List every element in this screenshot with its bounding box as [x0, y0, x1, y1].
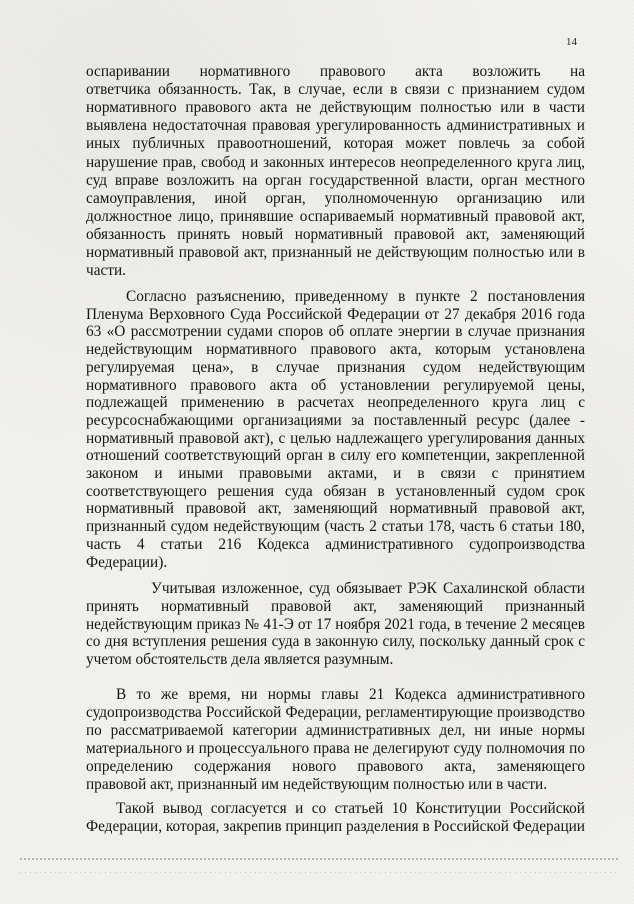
text-line: материального и процессуального права не делегируют суду полномочия по — [86, 740, 585, 757]
text-line: Федерации). — [86, 553, 168, 571]
text-line: учетом обстоятельств дела является разумным. — [86, 651, 394, 669]
text-line: нормативный правовой акт, признанный не действующим полностью или в — [86, 244, 585, 261]
text-line: часть 4 статьи 216 Кодекса административного судопроизводства — [86, 535, 585, 553]
text-line: регулируемая цена», в случае признания судом недействующим — [86, 358, 585, 376]
text-line: выявлена недостаточная правовая урегулированность административных и — [86, 117, 585, 135]
text-line: нормативный правовой акт, заменяющий нормативный правовой акт, — [86, 500, 585, 518]
text-line: нормативного правового акта не действующим полностью или в части — [86, 99, 585, 117]
page-number: 14 — [566, 36, 577, 48]
text-line: Учитывая изложенное, суд обязывает РЭК Сахалинской области — [151, 580, 585, 597]
text-line: оспаривании нормативного правового акта возложить на — [86, 63, 585, 80]
text-line: нормативного правового акта об установлении регулируемой цены, — [86, 376, 585, 394]
text-line: недействующим нормативного правового акта, которым установлена — [86, 341, 585, 359]
text-line: суд вправе возложить на орган государственной власти, орган местного — [86, 171, 585, 189]
text-line: по рассматриваемой категории административных дел, ни иные нормы — [86, 722, 585, 739]
text-line: соответствующего решения суда обязан в установленный судом срок — [86, 482, 585, 500]
text-line: судопроизводства Российской Федерации, регламентирующие производство — [86, 704, 585, 721]
text-line: Такой вывод согласуется и со статьей 10 Конституции Российской — [116, 800, 585, 817]
text-line: В то же время, ни нормы главы 21 Кодекса административного — [116, 686, 585, 703]
text-line: Федерации, которая, закрепив принцип разделения в Российской Федерации — [86, 818, 585, 835]
text-line: нарушение прав, свобод и законных интересов неопределенного круга лиц, — [86, 153, 585, 171]
text-line: самоуправления, иной орган, уполномоченную организацию или — [86, 189, 585, 207]
text-line: определению содержания нового правового акта, заменяющего — [86, 758, 585, 775]
text-line: обязанность принять новый нормативный правовой акт, заменяющий — [86, 225, 585, 243]
scan-edge-rule-secondary — [20, 872, 620, 873]
text-line: недействующим приказ № 41-Э от 17 ноября 2021 года, в течение 2 месяцев — [86, 615, 585, 633]
text-line: со дня вступления решения суда в законную силу, поскольку данный срок с — [86, 633, 585, 651]
scan-edge-rule — [20, 858, 620, 860]
text-line: подлежащей применению в расчетах неопределенного круга лиц с — [86, 394, 585, 412]
text-line: законом и иными правовыми актами, и в связи с принятием — [86, 465, 585, 482]
text-line: 63 «О рассмотрении судами споров об оплате энергии в случае признания — [86, 323, 585, 341]
text-line: ресурсоснабжающими организациями за поставленный ресурс (далее - — [86, 411, 585, 429]
text-line: ответчика обязанность. Так, в случае, если в связи с признанием судом — [86, 81, 585, 99]
text-line: нормативный правовой акт), с целью надлежащего урегулирования данных — [86, 429, 585, 447]
text-line: части. — [86, 262, 126, 280]
text-line: Пленума Верховного Суда Российской Федерации от 27 декабря 2016 года — [86, 305, 585, 323]
text-line: Согласно разъяснению, приведенному в пункте 2 постановления — [126, 288, 585, 305]
text-line: правовой акт, признанный им недействующим полностью или в части. — [86, 776, 548, 793]
text-line: иных публичных правоотношений, которая может повлечь за собой — [86, 135, 585, 153]
text-line: отношений соответствующий орган в силу его компетенции, закрепленной — [86, 447, 585, 465]
text-line: должностное лицо, принявшие оспариваемый нормативный правовой акт, — [86, 207, 585, 225]
text-line: признанный судом недействующим (часть 2 статьи 178, часть 6 статьи 180, — [86, 518, 585, 536]
text-line: принять нормативный правовой акт, заменяющий признанный — [86, 597, 585, 615]
